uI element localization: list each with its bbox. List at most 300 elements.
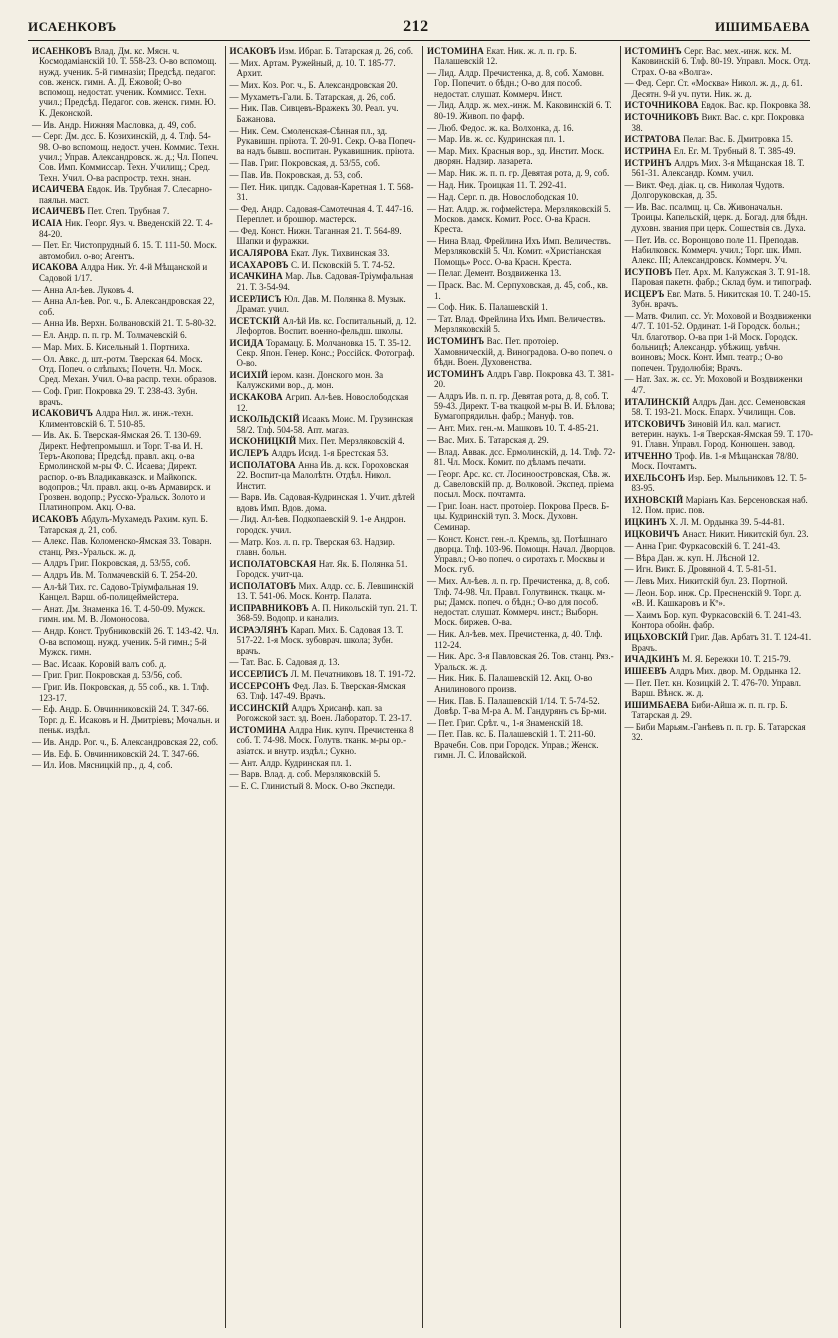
entry-details: — Пав. Григ. Покровская, д. 53/55, соб.: [229, 157, 380, 168]
directory-entry: [32, 582, 221, 603]
entry-details: — Варв. Влад. д. соб. Мерзляковскій 5.: [229, 769, 381, 780]
entry-surname: ИСАКОВЪ: [32, 514, 79, 525]
entry-details: — Лид. Ал-ѣев. Подкопаевскій 9. 1-е Андрон. городск. учил.: [229, 514, 406, 535]
directory-entry: [427, 46, 616, 67]
entry-details: — Ив. Андр. Рог. ч., Б. Александровская 22, соб.: [32, 736, 219, 747]
directory-entry: [625, 78, 815, 99]
directory-entry: [230, 703, 419, 724]
entry-details: Ел. Ег. М. Трубный 8. Т. 385-49.: [671, 146, 796, 157]
directory-entry: [625, 541, 815, 551]
directory-entry: [32, 659, 221, 669]
directory-entry: [427, 423, 616, 433]
directory-entry: [32, 120, 221, 130]
entry-details: Торамацу. Б. Молчановка 15. Т. 35-12. Секр. Япон. Генер. Конс.; Россійск. Фотограф. О-во.: [236, 337, 415, 369]
entry-surname: ИСАИЧЕВЪ: [32, 206, 86, 217]
entry-details: — Ал-ѣй Тих. гс. Садово-Тріумфальная 19. Канцел. Варш. об-полицеймейстера.: [32, 582, 199, 603]
entry-details: — Ант. Алдр. Кудринская пл. 1.: [229, 757, 352, 768]
directory-entry: [427, 168, 616, 178]
directory-entry: [230, 514, 419, 535]
directory-entry: [625, 576, 815, 586]
entry-surname: ИСАІА: [32, 218, 63, 229]
entry-details: — Анна Ал-ѣев. Луковъ 4.: [32, 284, 134, 295]
entry-details: — Лид. Алдр. Пречистенка, д. 8, соб. Хамовн. Гор. Попечит. о бѣдн.; О-во для пособ. недостат. слушат. Коммерч. Инст.: [427, 68, 605, 99]
entry-surname: ИСАЧКИНА: [229, 271, 283, 282]
entry-details: — Ант. Мих. ген.-м. Машковъ 10. Т. 4-85-21.: [427, 423, 599, 434]
directory-entry: [230, 170, 419, 180]
entry-details: — Матв. Филип. сс. Уг. Моховой и Воздвиженки 4/7. Т. 101-52. Ординат. 1-й Городск. больн.; Чл. благотвор. О-ва при 1-й Моск. Городск. больницѣ; Александр. убѣжищ. увѣчн. воиновъ; Моск. Конт. Имп. театр.; О-во попечен. Трудолюбія; Врачъ.: [624, 311, 812, 373]
entry-details: — Пет. Пав. кс. Б. Палашевскій 1. Т. 211-60. Врачебн. Сов. при Городск. Управ.; Женск. гимн. Л. С. Иловайской.: [427, 729, 599, 760]
directory-entry: [625, 235, 815, 266]
directory-entry: [427, 651, 616, 672]
directory-entry: [32, 408, 221, 429]
directory-entry: [230, 537, 419, 558]
directory-entry: [625, 654, 815, 664]
entry-details: С. И. Псковскій 5. Т. 74-52.: [288, 259, 395, 270]
entry-details: — Пет. Григ. Срѣт. ч., 1-я Знаменскій 18.: [427, 717, 583, 728]
entry-surname: ИСТОМИНА: [229, 725, 287, 736]
directory-entry: [32, 749, 221, 759]
directory-entry: [625, 451, 815, 472]
entry-details: — Вѣра Дан. ж. куп. Н. Лѣсной 12.: [624, 552, 760, 563]
entry-details: Карап. Мих. Б. Садовая 13. Т. 517-22. 1-я Моск. зубоврач. школа; Зубн. врачъ.: [236, 624, 404, 656]
entry-surname: ИСТОЧНИКОВЪ: [624, 112, 700, 123]
entry-details: — Ив. Ак. Б. Тверская-Ямская 26. Т. 130-69. Директ. Нефтепромышл. и Торг. Т-ва И. Н. Теръ-Акопова; Предсѣд. правл. акц. о-ва Ермолинской м-ры Ф. С. Исаева; Директ. распор. о-въ Владикавказск. и Майкопск. водопров.; Чл. правл. акц. о-въ Армавирск. и Грозвен. водопр.; Русско-Уральск. Золото и Платинопром. Акц. О-ва.: [32, 430, 211, 513]
directory-entry: [427, 268, 616, 278]
entry-details: — Григ. Іоан. наст. протоіер. Покрова Пресв. Б-цы. Кудринскій туп. 3. Моск. Духовн. Семинар.: [427, 501, 610, 532]
directory-entry: [32, 558, 221, 568]
directory-entry: [230, 58, 419, 79]
entry-details: Ал-ѣй Ив. кс. Госпитальный, д. 12. Лефортов. Воспит. военно-фельдш. школы.: [236, 315, 417, 336]
entry-details: Алдра Ник. Уг. 4-й Мѣщанской и Садовой 1/17.: [39, 262, 208, 283]
directory-entry: [427, 729, 616, 760]
entry-details: Нат. Як. Б. Полянка 51. Городск. учит-ца.: [236, 558, 408, 579]
entry-details: — Анна Григ. Фуркасовскій 6. Т. 241-43.: [624, 540, 781, 551]
entry-details: — Алдръ Григ. Покровская, д. 53/55, соб.: [32, 558, 191, 569]
entry-details: — Соф. Ник. Б. Палашевскій 1.: [427, 302, 548, 313]
directory-entry: [625, 473, 815, 494]
entry-details: Григ. Дав. Арбатъ 31. Т. 124-41. Врачъ.: [631, 632, 812, 653]
entry-details: — Ив. Вас. псалмщ. ц. Св. Живоначальн. Троицы. Капельскій, церк. д. Богад. для бѣдн. духовн. звания при церк. Сошествія св. Духа.: [624, 202, 808, 233]
entry-details: Анна Ив. д. кск. Гороховская 22. Воспит-ца Малолѣтн. Отдѣл. Никол. Инстит.: [236, 459, 409, 491]
directory-entry: [32, 737, 221, 747]
directory-entry: [625, 700, 815, 721]
directory-entry: [230, 781, 419, 791]
entry-details: — Нат. Алдр. ж. гофмейстера. Мерзляковскій 5. Москов. дамск. Комит. Росс. О-ва Красн. Креста.: [427, 203, 611, 235]
directory-entry: [427, 369, 616, 390]
entry-details: — Фед. Андр. Садовая-Самотечная 4. Т. 447-16. Переплет. и брошюр. мастерск.: [229, 203, 414, 224]
entry-surname: ИСАКОВА: [32, 262, 79, 273]
entry-details: — Игн. Викт. Б. Дровяной 4. Т. 5-81-51.: [624, 564, 777, 575]
directory-entry: [230, 758, 419, 768]
entry-surname: ИСРАЭЛЯНЪ: [229, 624, 289, 635]
entry-details: — Над. Ник. Троицкая 11. Т. 292-41.: [427, 180, 567, 191]
directory-entry: [625, 112, 815, 133]
directory-entry: [230, 460, 419, 491]
entry-surname: ИССЕРСОНЪ: [229, 680, 291, 691]
directory-entry: [230, 80, 419, 90]
entry-surname: ИСКАКОВА: [229, 392, 283, 403]
entry-details: — Ив. Еф. Б. Овчинниковскій 24. Т. 347-66.: [32, 748, 200, 759]
directory-entry: [625, 495, 815, 516]
entry-details: — Анат. Дм. Знаменка 16. Т. 4-50-09. Мужск. гимн. им. М. В. Ломоносова.: [32, 604, 206, 625]
directory-entry: [230, 370, 419, 391]
entry-surname: ИСПОЛАТОВЪ: [229, 580, 297, 591]
entry-details: — Анна Ал-ѣев. Рог. ч., Б. Александровская 22, соб.: [32, 296, 215, 317]
entry-details: Пет. Степ. Трубная 7.: [85, 206, 170, 217]
entry-details: Алдръ Мих. 3-я Мѣщанская 18. Т. 561-31. Александр. Комм. учил.: [631, 157, 805, 179]
directory-entry: [625, 517, 815, 527]
entry-details: Алдръ Мих. двор. М. Ордынка 12.: [667, 666, 801, 677]
directory-entry: [32, 386, 221, 407]
directory-entry: [625, 397, 815, 418]
entry-surname: ИСЦЕРЪ: [624, 289, 665, 300]
entry-surname: ИСАЕНКОВЪ: [32, 46, 93, 56]
entry-details: Изр. Бер. Мыльниковъ 12. Т. 5-83-95.: [631, 473, 807, 494]
entry-details: — Ел. Андр. п. п. гр. М. Толмачевскій 6.: [32, 330, 187, 341]
entry-details: — Еф. Андр. Б. Овчинниковскій 24. Т. 347-66. Торг. д. Е. Исаковъ и Н. Дмитріевъ; Мочальн. и пеньк. издѣл.: [32, 704, 220, 735]
directory-entry: [32, 240, 221, 261]
directory-entry: [625, 529, 815, 539]
entry-details: Алдръ Исид. 1-я Брестская 53.: [269, 448, 389, 459]
column-4: [621, 46, 819, 1328]
entry-details: Влад. Дм. кс. Мясн. ч. Космодаміанскій 10. Т. 558-23. О-во вспомощ. нужд. ученик. 5-й гимназіи; Предсѣд. педагог. сов. женск. гимн. А. Д. Ежовой; О-во вспомощ. недостат. ученик. Коммисс. Техн. учил.; Предсѣд. Педагог. сов. женск. гимн. Ю. К. Деконской.: [39, 46, 217, 118]
entry-details: Фед. Лаз. Б. Тверская-Ямская 63. Тлф. 147-49. Врачъ.: [236, 680, 406, 702]
directory-entry: [625, 100, 815, 110]
entry-surname: ИСТРИНА: [624, 146, 672, 157]
directory-entry: [32, 131, 221, 182]
entry-details: — Ол. Авкс. д. шт.-ротм. Тверская 64. Моск. Отд. Попеч. о слѣпыхъ; Почетн. Чл. Моск. Сред. Механ. Учил. О-ва распр. техн. образов.: [32, 353, 217, 385]
entry-details: — Конст. Конст. ген.-л. Кремль, зд. Потѣшнаго дворца. Тлф. 103-96. Помощн. Начал. Дворцов. Управл.; О-во попеч. о сиротахъ г. Москвы и Моск. губ.: [427, 533, 616, 575]
directory-entry: [625, 374, 815, 395]
entry-details: Изм. Ибраг. Б. Татарская д. 26, соб.: [276, 46, 414, 56]
directory-entry: [230, 226, 419, 247]
running-head-right: ИШИМБАЕВА: [714, 19, 810, 34]
directory-entry: [427, 280, 616, 301]
entry-details: А. П. Никольскій туп. 21. Т. 368-59. Водопр. и канализ.: [236, 602, 418, 624]
directory-entry: [230, 46, 419, 56]
entry-details: — Е. С. Глинистый 8. Моск. О-во Экспеди.: [229, 781, 395, 792]
directory-entry: [427, 447, 616, 468]
directory-entry: [427, 501, 616, 532]
entry-details: Маріанъ Каз. Берсеновская наб. 12. Пом. прис. пов.: [631, 495, 808, 516]
entry-surname: ИСТОМИНЪ: [624, 46, 682, 56]
directory-entry: [230, 625, 419, 656]
entry-details: — Мар. Мих. Б. Кисельный 1. Портниха.: [32, 342, 190, 353]
entry-details: Алдръ Хрисанф. кап. за Рогожской заст. зд. Воен. Лаборатор. Т. 23-17.: [236, 703, 412, 724]
entry-details: — Соф. Григ. Покровка 29. Т. 238-43. Зубн. врачъ.: [32, 386, 198, 407]
entry-details: — Нат. Зах. ж. сс. Уг. Моховой и Воздвиженки 4/7.: [624, 374, 803, 395]
entry-details: Вас. Пет. протоіер. Хамовническій, д. Виноградова. О-во попеч. о бѣдн. Воен. Духовенства.: [434, 336, 613, 367]
entry-details: Зиновій Ил. кал. магист. ветерин. наукъ. 1-я Тверская-Ямская 59. Т. 170-91. Главн. Управл. Город. Конюшен. завод.: [631, 418, 814, 450]
directory-entry: [427, 192, 616, 202]
entry-details: — Над. Серг. п. дв. Новослободская 10.: [427, 191, 579, 202]
directory-entry: [625, 134, 815, 144]
entry-details: — Пет. Ег. Чистопрудный б. 15. Т. 111-50. Моск. автомобил. о-во; Агентъ.: [32, 240, 217, 261]
directory-entry: [230, 436, 419, 446]
directory-entry: [230, 769, 419, 779]
directory-entry: [625, 564, 815, 574]
entry-details: — Ник. Пав. Сивцевъ-Вражекъ 30. Реал. уч. Бажанова.: [229, 103, 399, 124]
directory-entry: [427, 134, 616, 144]
entry-surname: ИСАИЧЕВА: [32, 184, 85, 195]
entry-details: — Пет. Ник. ципдк. Садовая-Каретная 1. Т. 568-31.: [229, 181, 414, 202]
entry-surname: ИСАКОВИЧЪ: [32, 408, 94, 419]
directory-entry: [230, 338, 419, 369]
entry-details: Пелаг. Вас. Б. Дмитровка 15.: [680, 134, 793, 145]
directory-entry: [32, 318, 221, 328]
directory-entry: [32, 206, 221, 216]
entry-details: Алдръ Гавр. Покровка 43. Т. 381-20.: [434, 368, 615, 389]
directory-entry: [32, 514, 221, 535]
directory-entry: [625, 678, 815, 699]
directory-entry: [427, 469, 616, 500]
entry-details: — Алдръ Ив. п. п. гр. Девятая рота, д. 8, соб. Т. 59-43. Директ. Т-ва ткацкой м-ры В. И. Бѣлова; Бумагопрядильн. фабр.; Мануф. тов.: [427, 390, 615, 422]
directory-entry: [32, 330, 221, 340]
directory-entry: [230, 581, 419, 602]
directory-entry: [625, 722, 815, 743]
entry-details: — Ник. Ал-ѣев. мех. Пречистенка, д. 40. Тлф. 112-24.: [427, 629, 603, 650]
entry-surname: ИСТОМИНЪ: [427, 336, 485, 347]
entry-details: — Мих. Артам. Ружейный, д. 10. Т. 185-77. Архит.: [229, 57, 396, 79]
directory-entry: [427, 204, 616, 235]
entry-surname: ИСКОНИЦКІЙ: [229, 436, 297, 447]
entry-details: — Тат. Влад. Фрейлина Ихъ Имп. Величествъ. Мерзляковскій 5.: [427, 314, 606, 335]
entry-details: — Серг. Дм. дсс. Б. Козихинскій, д. 4. Тлф. 54-98. О-во вспомощ. недост. учен. Коммис. Техн. учил.; Управ. Александровск. ж. д.; Чл. Попеч. Сов. Имп. Коммиссар. Техн. Училищ.; Сред. Техн. Учил. О-ва распростр. техн. знан.: [32, 131, 220, 183]
entry-details: — Мар. Ив. ж. сс. Кудринская пл. 1.: [427, 134, 565, 145]
entry-details: Х. Л. М. Ордынка 39. 5-44-81.: [667, 517, 785, 528]
directory-entry: [625, 46, 815, 77]
entry-details: — Фед. Серг. Ст. «Москва» Никол. ж. д., д. 61. Десятн. 9-й уч. пути. Ник. ж. д.: [624, 78, 803, 99]
directory-entry: [230, 103, 419, 124]
directory-entry: [32, 218, 221, 239]
entry-surname: ИСПОЛАТОВА: [229, 459, 296, 470]
directory-entry: [230, 657, 419, 667]
directory-entry: [427, 576, 616, 627]
directory-entry: [32, 626, 221, 657]
entry-details: — Пет. Ив. сс. Воронцово поле 11. Преподав. Набилковск. Коммерч. учил.; Торг. шк. Имп. Алекс. III; Александровск. Коммерч. Уч.: [624, 234, 802, 266]
entry-details: Юл. Дав. М. Полянка 8. Музык. Драмат. учил.: [236, 293, 406, 314]
entry-details: — Георг. Арс. кс. ст. Лосиноостровская, Сѣв. ж. д. Савеловскій пр. д. Волковой. Экспед. пріема посыл. Моск. почтамта.: [427, 468, 614, 500]
entry-surname: ИЦКИНЪ: [624, 517, 668, 528]
entry-details: — Анна Ив. Верхн. Болвановскій 21. Т. 5-80-32.: [32, 318, 217, 329]
directory-entry: [32, 46, 221, 118]
entry-details: — Григ. Григ. Покровская д. 53/56, соб.: [32, 670, 183, 681]
directory-entry: [230, 158, 419, 168]
directory-entry: [32, 704, 221, 735]
directory-entry: [230, 681, 419, 702]
entry-details: — Нина Влад. Фрейлина Ихъ Имп. Величествъ. Мерзляковскій 5. Чл. Комит. «Христіанская Помощь» Росс. О-ва Красн. Креста.: [427, 236, 611, 267]
entry-details: — Григ. Ив. Покровская, д. 55 соб., кв. 1. Тлф. 123-17.: [32, 682, 209, 703]
page-number: 212: [403, 18, 429, 35]
entry-details: — Левъ Мих. Никитскій бул. 23. Портной.: [624, 576, 788, 587]
directory-entry: [625, 610, 815, 631]
directory-entry: [32, 262, 221, 283]
directory-entry: [32, 296, 221, 317]
entry-details: Пет. Арх. М. Калужская 3. Т. 91-18. Паровая пакетн. фабр.; Склад бум. и типограф.: [631, 266, 812, 288]
entry-surname: ИСТОМИНА: [427, 46, 484, 56]
directory-entry: [427, 100, 616, 121]
entry-details: — Пав. Ив. Покровская, д. 53, соб.: [229, 169, 363, 180]
entry-surname: ИССИНСКІЙ: [229, 703, 289, 714]
directory-entry: [625, 289, 815, 310]
directory-entry: [427, 146, 616, 167]
directory-entry: [625, 180, 815, 201]
entry-details: — Андр. Конст. Трубниковскій 26. Т. 143-42. Чл. О-ва вспомощ. нужд. ученик. 5-й гимн.; 5-й Мужск. гимн.: [32, 626, 219, 657]
directory-entry: [625, 553, 815, 563]
directory-entry: [427, 534, 616, 575]
entry-details: — Ник. Пав. Б. Палашевскій 1/14. Т. 5-74-52. Довѣр. Т-ва М-ра А. М. Гандурянъ съ Бр-ми.: [427, 695, 607, 716]
running-head-left: ИСАЕНКОВЪ: [28, 19, 117, 34]
entry-details: Екат. Ник. ж. л. п. гр. Б. Палашевскій 12.: [434, 46, 577, 67]
entry-details: Ник. Георг. Яуз. ч. Введенскій 22. Т. 4-84-20.: [39, 218, 213, 239]
entry-details: Викт. Вас. с. крг. Покровка 38.: [631, 112, 805, 133]
directory-entry: [32, 570, 221, 580]
directory-entry: [625, 158, 815, 179]
entry-details: Алдра Нил. ж. инж.-техн. Климентовскій 6. Т. 510-85.: [39, 408, 194, 429]
directory-entry: [427, 68, 616, 99]
directory-entry: [625, 588, 815, 609]
entry-details: — Фед. Конст. Нижн. Таганная 21. Т. 564-89. Шапки и фуражки.: [229, 225, 402, 247]
entry-details: Мих. Алдр. сс. Б. Левшинскій 13. Т. 541-06. Моск. Контр. Палата.: [236, 580, 414, 602]
entry-surname: ИЦКОВИЧЪ: [624, 529, 680, 540]
column-2: [226, 46, 424, 1328]
directory-entry: [230, 669, 419, 679]
entry-details: — Пет. Пет. кн. Козицкій 2. Т. 476-70. Управл. Варш. Вѣнск. ж. д.: [624, 677, 801, 699]
directory-entry: [32, 184, 221, 205]
entry-details: Абдулъ-Мухамедъ Рахим. куп. Б. Татарская д. 21, соб.: [39, 514, 208, 535]
directory-entry: [427, 391, 616, 422]
entry-surname: ИШЕЕВЪ: [624, 666, 667, 677]
entry-surname: ИСИДА: [229, 337, 264, 348]
directory-entry: [32, 682, 221, 703]
directory-entry: [427, 629, 616, 650]
directory-entry: [625, 419, 815, 450]
entry-details: — Праск. Вас. М. Серпуховская, д. 45, соб., кв. 1.: [427, 280, 609, 301]
directory-entry: [32, 670, 221, 680]
entry-details: — Ил. Иов. Мясницкій пр., д. 4, соб.: [32, 760, 173, 771]
directory-entry: [427, 302, 616, 312]
entry-details: — Ник. Сем. Смоленская-Сѣнная пл., зд. Рукавишн. пріюта. Т. 20-91. Секр. О-ва Попеч-ва надъ бывш. воспитан. Рукавишник. пріюта.: [229, 125, 416, 157]
entry-details: Алдра Ник. купч. Пречистенка 8 соб. Т. 74-98. Моск. Голутв. тканк. м-ры ор.-азіатск. и внутр. издѣл.; Сукно.: [236, 725, 414, 756]
entry-details: Биби-Айша ж. п. п. гр. Б. Татарская д. 29.: [631, 700, 788, 721]
directory-entry: [230, 725, 419, 756]
entry-details: — Пелаг. Демент. Воздвиженка 13.: [427, 268, 562, 279]
entry-surname: ИСАКОВЪ: [229, 46, 277, 56]
directory-entry: [427, 696, 616, 717]
entry-surname: ИСИХІЙ: [229, 370, 269, 381]
directory-entry: [230, 492, 419, 513]
entry-surname: ИСТОЧНИКОВА: [624, 100, 699, 111]
directory-entry: [32, 760, 221, 770]
directory-entry: [230, 182, 419, 203]
directory-entry: [625, 146, 815, 156]
entry-details: Агрип. Ал-ѣев. Новослободская 12.: [236, 392, 409, 413]
directory-entry: [230, 271, 419, 292]
entry-details: Евдок. Вас. кр. Покровка 38.: [698, 100, 811, 111]
directory-columns: [28, 46, 818, 1328]
entry-details: — Ник. Арс. 3-я Павловская 26. Тов. станц. Ряз.-Уральск. ж. д.: [427, 651, 614, 672]
entry-surname: ИСЛЕРЪ: [229, 448, 270, 459]
entry-details: — Ив. Андр. Нижняя Масловка, д. 49, соб.: [32, 119, 197, 130]
directory-entry: [230, 248, 419, 258]
entry-surname: ИТЧЕННО: [624, 450, 673, 461]
entry-surname: ИТСКОВИЧЪ: [624, 418, 686, 429]
entry-details: — Хаимъ Бор. куп. Фуркасовскій 6. Т. 241-43. Контора обойн. фабр.: [624, 610, 802, 631]
directory-entry: [230, 448, 419, 458]
entry-surname: ИСТОМИНЪ: [427, 368, 485, 379]
directory-entry: [32, 342, 221, 352]
page-header: [28, 14, 810, 41]
directory-entry: [230, 392, 419, 413]
entry-surname: ИСКОЛЬДСКІЙ: [229, 414, 300, 425]
entry-details: — Алдръ Ив. М. Толмачевскій 6. Т. 254-20.: [32, 570, 198, 581]
entry-surname: ИСТРИНЪ: [624, 157, 672, 168]
directory-entry: [427, 180, 616, 190]
directory-entry: [625, 632, 815, 653]
entry-details: Исаакъ Моис. М. Грузинская 58/2. Тлф. 504-58. Апт. магаз.: [236, 414, 414, 435]
directory-entry: [230, 559, 419, 580]
directory-entry: [230, 603, 419, 624]
entry-details: — Мухаметъ-Гали. Б. Татарская, д. 26, соб.: [229, 91, 396, 102]
entry-details: — Мар. Мих. Красныя вор., зд. Инстит. Моск. дворян. Надзир. лазарета.: [427, 146, 605, 167]
directory-entry: [625, 666, 815, 676]
entry-details: іером. казн. Донского мон. За Калужскими вор., д. мон.: [236, 370, 384, 391]
entry-surname: ИСПОЛАТОВСКАЯ: [229, 558, 317, 569]
entry-details: — Мих. Коз. Рог. ч., Б. Александровская 20.: [229, 79, 398, 90]
entry-details: — Леон. Бор. инж. Ср. Пресненскій 9. Торг. д. «В. И. Кашкаровъ и Кº».: [624, 588, 802, 609]
entry-details: — Матр. Коз. л. п. гр. Тверская 63. Надзир. главн. больн.: [229, 536, 395, 557]
entry-surname: ИШИМБАЕВА: [624, 700, 689, 711]
entry-details: Л. М. Печатниковъ 18. Т. 191-72.: [288, 669, 416, 680]
entry-surname: ИСАХАРОВЪ: [229, 259, 289, 270]
directory-entry: [427, 718, 616, 728]
entry-surname: ИЧАДКИНЪ: [624, 654, 680, 665]
entry-surname: ИССЕРЛИСЪ: [229, 669, 289, 680]
entry-details: Серг. Вас. мех.-инж. кск. М. Каковинскій 6. Тлф. 80-19. Управл. Моск. Отд. Страх. О-ва «Волга».: [631, 46, 811, 77]
entry-details: — Ник. Ник. Б. Палашевскій 12. Акц. О-во Анилинового произв.: [427, 673, 593, 694]
entry-surname: ИСЕТСКІЙ: [229, 315, 281, 326]
entry-details: Екат. Лук. Тихвинская 33.: [288, 247, 390, 258]
entry-details: Евдок. Ив. Трубная 7. Слесарно-паяльн. маст.: [39, 184, 212, 205]
entry-surname: ИСПРАВНИКОВЪ: [229, 602, 309, 613]
entry-surname: ИЦЬХОВСКІЙ: [624, 632, 689, 643]
entry-details: — Викт. Фед. діак. ц. св. Николая Чудотв. Долгоруковская, д. 35.: [624, 180, 785, 201]
entry-surname: ИСУПОВЪ: [624, 266, 673, 277]
entry-details: Анаст. Никит. Никитскій бул. 23.: [679, 529, 809, 540]
entry-details: — Мих. Ал-ѣев. л. п. гр. Пречистенка, д. 8, соб. Тлф. 74-98. Чл. Правл. Голутвинск. ткацк. м-ры; Дамск. попеч. о бѣдн.; О-во для пособ. недостат. слушат. Коммерч. инст.; Выборн. Моск. биржев. О-ва.: [427, 576, 610, 628]
entry-surname: ИСАЛЯРОВА: [229, 247, 289, 258]
entry-details: — Варв. Ив. Садовая-Кудринская 1. Учит. дѣтей вдовъ Имп. Вдов. дома.: [229, 492, 415, 513]
directory-entry: [230, 260, 419, 270]
directory-entry: [32, 354, 221, 385]
directory-entry: [427, 236, 616, 267]
directory-entry: [230, 204, 419, 225]
directory-entry: [32, 285, 221, 295]
directory-entry: [427, 314, 616, 335]
directory-entry: [32, 430, 221, 512]
entry-details: М. Я. Бережки 10. Т. 215-79.: [679, 654, 791, 665]
directory-entry: [625, 311, 815, 373]
entry-surname: ИСЕРЛИСЪ: [229, 293, 282, 304]
directory-entry: [230, 414, 419, 435]
column-1: [28, 46, 226, 1328]
directory-entry: [230, 92, 419, 102]
entry-details: Троф. Ив. 1-я Мѣщанская 78/80. Моск. Почтамтъ.: [631, 450, 799, 472]
entry-details: — Мар. Ник. ж. п. п. гр. Девятая рота, д. 9, соб.: [427, 168, 610, 179]
directory-entry: [230, 294, 419, 315]
entry-details: — Алекс. Пав. Коломенско-Ямская 33. Товарн. станц. Ряз.-Уральск. ж. д.: [32, 536, 212, 557]
directory-entry: [427, 673, 616, 694]
